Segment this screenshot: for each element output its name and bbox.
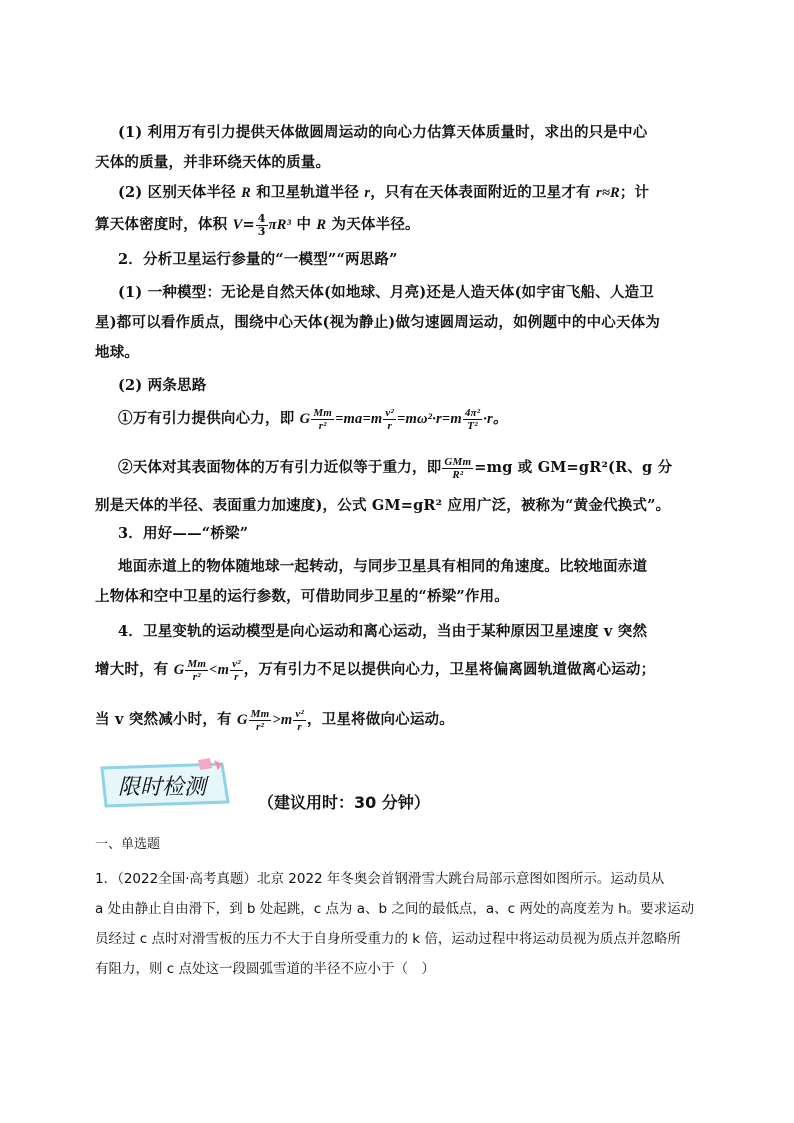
para-5-line-1: 地面赤道上的物体随地球一起转动，与同步卫星具有相同的角速度。比较地面赤道 xyxy=(118,558,648,575)
para-3-line-2: 星)都可以看作质点，围绕中心天体(视为静止)做匀速圆周运动，如例题中的中心天体为 xyxy=(95,314,661,331)
formula-line-2: ②天体对其表面物体的万有引力近似等于重力，即 $\frac{\text{GMm}}{\text{R²}}$ =mg 或 GM=gR²(R、g 分 xyxy=(118,455,673,481)
badge-text: 限时检测 xyxy=(117,775,207,800)
question-1-line-2: a 处由静止自由滑下，到 b 处起跳，c 点为 a、b 之间的最低点，a、c 两处的高度差为 h。要求运动 xyxy=(95,901,695,917)
time-hint: （建议用时：30 分钟） xyxy=(258,793,430,812)
para-5-line-2: 上物体和空中卫星的运行参数，可借助同步卫星的“桥梁”作用。 xyxy=(95,588,509,605)
para-6-line-3: 当 v 突然减小时，有 G $\frac{Mm}{\text{r²}}$ >m $\frac{\text{v²}}{r}$ ，卫星将做向心运动。 xyxy=(95,707,454,733)
question-1-line-3: 员经过 c 点时对滑雪板的压力不大于自身所受重力的 k 倍，运动过程中将运动员视为质点并忽略所 xyxy=(95,931,681,947)
para-1-line-2: 天体的质量，并非环绕天体的质量。 xyxy=(95,154,331,171)
para-6-line-1: 4．卫星变轨的运动模型是向心运动和离心运动，当由于某种原因卫星速度 v 突然 xyxy=(118,623,648,640)
para-2-line-1: (2) 区别天体半径 R 和卫星轨道半径 r，只有在天体表面附近的卫星才有 r≈R；计 xyxy=(118,184,650,201)
para-3-line-1: (1) 一种模型：无论是自然天体(如地球、月亮)还是人造天体(如宇宙飞船、人造卫 xyxy=(118,284,654,301)
para-2-line-2: 算天体密度时，体积 V= $\frac{4}{3}$ πR³ 中 R 为天体半径。 xyxy=(95,211,420,238)
para-6-line-2: 增大时，有 G $\frac{Mm}{\text{r²}}$ <m $\frac{\text{v²}}{r}$ ，万有引力不足以提供向心力，卫星将偏离圆轨道做离心运动； xyxy=(95,657,656,683)
time-limit-badge xyxy=(96,758,232,810)
para-4: (2) 两条思路 xyxy=(118,377,207,394)
question-1-line-1: 1．（2022全国·高考真题）北京 2022 年冬奥会首钢滑雪大跳台局部示意图如图所示。运动员从 xyxy=(95,871,665,887)
section-heading: 一、单选题 xyxy=(95,837,161,852)
para-3-line-3: 地球。 xyxy=(95,344,140,361)
para-1-line-1: (1) 利用万有引力提供天体做圆周运动的向心力估算天体质量时，求出的只是中心 xyxy=(118,124,648,141)
formula-line-2b: 别是天体的半径、表面重力加速度)，公式 GM=gR² 应用广泛，被称为“黄金代换式”。 xyxy=(95,497,671,514)
heading-3: 3．用好——“桥梁” xyxy=(118,525,249,542)
clip-icon xyxy=(198,758,212,770)
question-1-line-4: 有阻力，则 c 点处这一段圆弧雪道的半径不应小于（ ） xyxy=(95,961,436,977)
heading-2: 2．分析卫星运行参量的“一模型”“两思路” xyxy=(118,251,398,268)
fraction-4-3: $\frac{4}{3}$ xyxy=(257,211,266,238)
formula-line-1: ①万有引力提供向心力，即 G $\frac{Mm}{\text{r²}}$ =ma=m $\frac{\text{v²}}{r}$ =mω²·r=m $\frac{\text{4π²}}{\text{T²}}$ ·r。 xyxy=(118,406,508,432)
